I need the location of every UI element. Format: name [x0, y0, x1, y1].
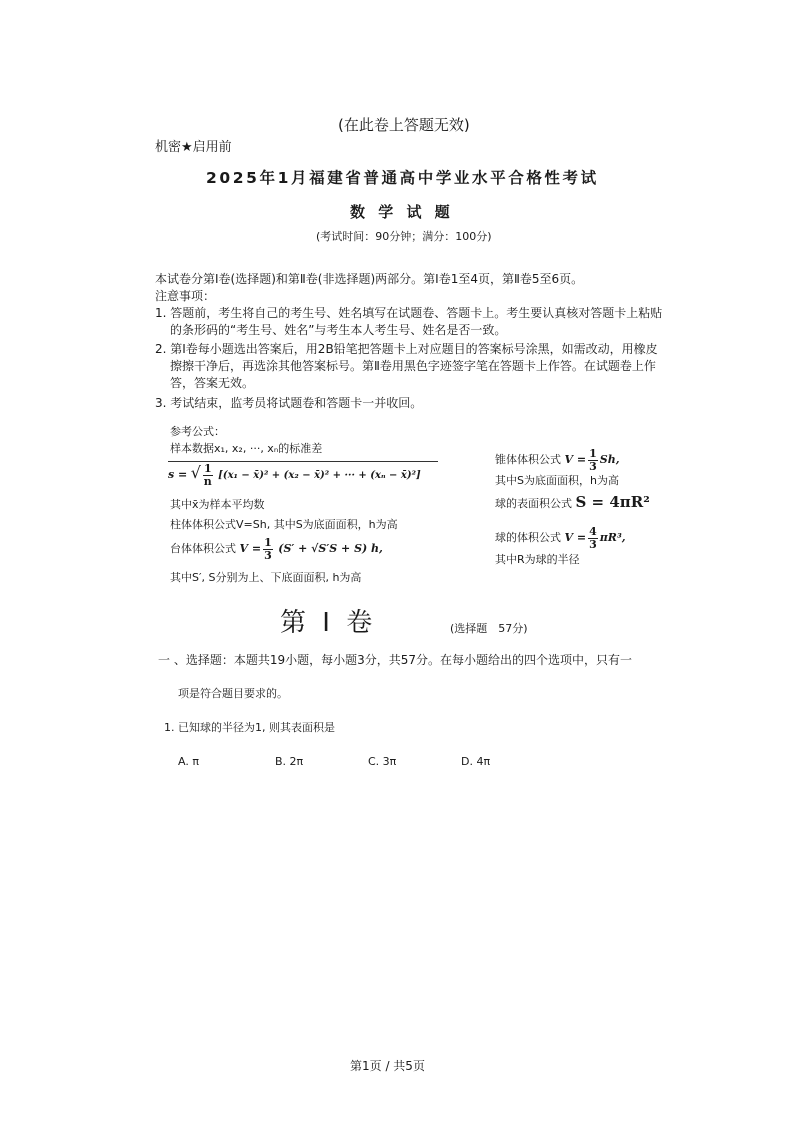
- note-line: 的条形码的“考生号、姓名”与考生本人考生号、姓名是否一致。: [170, 323, 507, 337]
- option-d: D. 4π: [461, 755, 491, 768]
- formula-label: 球的体积公式: [495, 531, 561, 545]
- part-heading-cont: 项是符合题目要求的。: [178, 687, 288, 700]
- formula-lhs: V =: [239, 542, 262, 556]
- exam-title: 2025年1月福建省普通高中学业水平合格性考试: [206, 169, 599, 187]
- intro-text: 本试卷分第Ⅰ卷(选择题)和第Ⅱ卷(非选择题)两部分。第Ⅰ卷1至4页，第Ⅱ卷5至6页。: [155, 272, 584, 286]
- note-line: 2. 第Ⅰ卷每小题选出答案后，用2B铅笔把答题卡上对应题目的答案标号涂黑，如需改动，用橡皮: [155, 342, 658, 356]
- confidential-label: 机密★启用前: [155, 140, 232, 155]
- formula-body: [(x₁ − x̄)² + (x₂ − x̄)² + ··· + (xₙ − x̄)²]: [218, 470, 421, 482]
- note-line: 1. 答题前，考生将自己的考生号、姓名填写在试题卷、答题卡上。考生要认真核对答题卡上粘贴: [155, 306, 663, 320]
- option-c: C. 3π: [368, 755, 397, 768]
- note-line: 答，答案无效。: [170, 376, 255, 390]
- option-a: A. π: [178, 755, 199, 768]
- formula: S = 4πR²: [575, 493, 650, 511]
- formulas-title: 参考公式：: [170, 425, 225, 438]
- formula-lhs: s =: [168, 468, 188, 482]
- invalid-notice: (在此卷上答题无效): [338, 116, 470, 134]
- sphere-volume-formula: 球的体积公式 V = $\frac{4}{3}$ πR³,: [495, 525, 626, 551]
- std-formula: s = √ $\frac{1}{n}$ [(x₁ − x̄)² + (x₂ − x̄)² + ··· + (xₙ − x̄)²]: [168, 462, 421, 488]
- note-line: 3. 考试结束，监考员将试题卷和答题卡一并收回。: [155, 396, 423, 410]
- mean-note: 其中x̄为样本平均数: [170, 498, 265, 511]
- formula-rhs: Sh,: [599, 453, 620, 467]
- frustum-note: 其中S′, S分别为上、下底面面积, h为高: [170, 571, 362, 584]
- cone-note: 其中S为底面面积，h为高: [495, 474, 619, 487]
- sphere-area-formula: [495, 495, 650, 510]
- fraction: $\frac{1}{3}$: [264, 536, 272, 562]
- formula-label: 球的表面积公式: [495, 497, 572, 510]
- formula-label: 锥体体积公式: [495, 453, 561, 467]
- sphere-note: 其中R为球的半径: [495, 553, 580, 566]
- fraction: $\frac{1}{3}$: [589, 447, 597, 473]
- notes-title: 注意事项：: [155, 289, 216, 303]
- section-subtitle: (选择题 57分): [450, 622, 528, 635]
- option-b: B. 2π: [275, 755, 304, 768]
- fraction: $\frac{1}{n}$: [203, 462, 212, 488]
- section-title: 第 Ⅰ 卷: [280, 608, 377, 638]
- formula-label: 台体体积公式: [170, 542, 236, 556]
- part-heading: 一 、选择题：本题共19小题，每小题3分，共57分。在每小题给出的四个选项中，只有一: [158, 653, 632, 667]
- subject-title: 数 学 试 题: [350, 203, 454, 221]
- page-footer: 第1页 / 共5页: [350, 1059, 425, 1073]
- exam-info: (考试时间：90分钟；满分：100分): [316, 230, 492, 243]
- fraction: $\frac{4}{3}$: [589, 525, 597, 551]
- question-stem: 1. 已知球的半径为1, 则其表面积是: [164, 721, 335, 734]
- std-label: 样本数据x₁, x₂, ···, xₙ的标准差: [170, 442, 323, 455]
- frustum-formula: [170, 537, 383, 561]
- formula-rhs: (S′ + √S′S + S) h,: [278, 542, 383, 556]
- note-line: 擦擦干净后，再选涂其他答案标号。第Ⅱ卷用黑色字迹签字笔在答题卡上作答。在试题卷上作: [170, 359, 656, 373]
- prism-formula: 柱体体积公式V=Sh, 其中S为底面面积，h为高: [170, 518, 398, 531]
- cone-formula: 锥体体积公式 V = $\frac{1}{3}$ Sh,: [495, 447, 620, 473]
- formula-rhs: πR³,: [599, 531, 626, 545]
